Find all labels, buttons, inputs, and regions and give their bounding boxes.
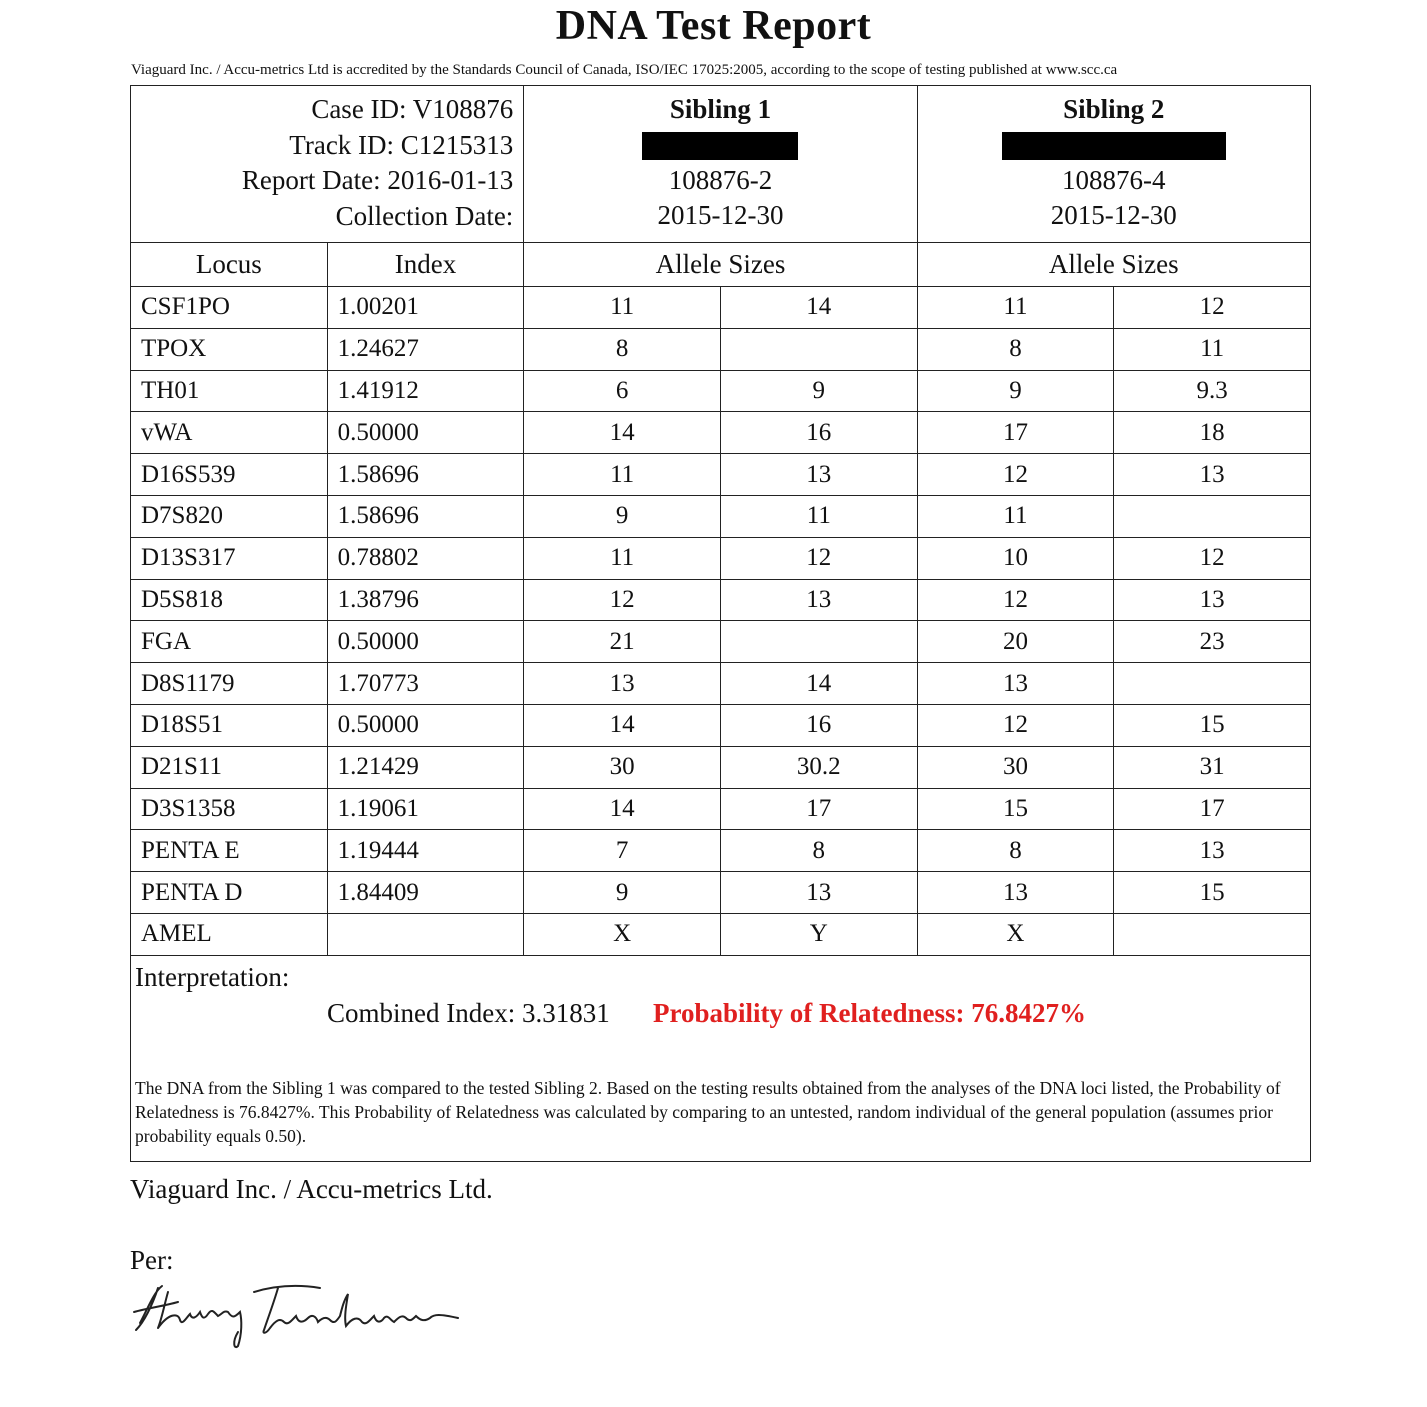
sibling-1-allele-1: 8 bbox=[524, 328, 721, 370]
sibling-1-allele-2: 16 bbox=[720, 704, 917, 746]
sibling-2-allele-2: 13 bbox=[1114, 830, 1311, 872]
sibling-2-allele-2: 23 bbox=[1114, 621, 1311, 663]
sibling-2-allele-1: 20 bbox=[917, 621, 1114, 663]
sibling-2-allele-header: Allele Sizes bbox=[917, 243, 1310, 287]
case-info bbox=[131, 86, 524, 243]
sibling-1-allele-2: 11 bbox=[720, 495, 917, 537]
sibling-2-allele-2: 15 bbox=[1114, 872, 1311, 914]
results-table bbox=[130, 85, 1311, 1162]
sibling-2-allele-1: 9 bbox=[917, 370, 1114, 412]
sibling-1-allele-2: 12 bbox=[720, 537, 917, 579]
sibling-2-allele-2: 9.3 bbox=[1114, 370, 1311, 412]
table-row bbox=[131, 913, 1311, 955]
sibling-1-allele-2: 13 bbox=[720, 872, 917, 914]
collection-date-label: Collection Date: bbox=[335, 200, 514, 231]
sibling-1-allele-1: 12 bbox=[524, 579, 721, 621]
report-title: DNA Test Report bbox=[555, 3, 872, 49]
case-id: Case ID: V108876 bbox=[311, 94, 514, 124]
sibling-2-allele-1: 12 bbox=[917, 579, 1114, 621]
sibling-2-allele-2 bbox=[1114, 913, 1311, 955]
sibling-1-allele-2: 17 bbox=[720, 788, 917, 830]
index-cell bbox=[327, 913, 524, 955]
index-cell: 1.00201 bbox=[327, 287, 524, 329]
index-cell: 1.58696 bbox=[327, 495, 524, 537]
sibling-2-allele-1: X bbox=[917, 913, 1114, 955]
combined-index: Combined Index: 3.31831 bbox=[327, 997, 610, 1028]
interpretation-cell bbox=[131, 955, 1311, 1161]
sibling-2-allele-2: 12 bbox=[1114, 287, 1311, 329]
sibling-2-allele-1: 11 bbox=[917, 287, 1114, 329]
sibling-1-allele-1: 13 bbox=[524, 663, 721, 705]
index-cell: 0.50000 bbox=[327, 704, 524, 746]
per-label: Per: bbox=[130, 1245, 174, 1275]
sibling-2-allele-1: 8 bbox=[917, 830, 1114, 872]
sibling-1-header bbox=[524, 86, 917, 243]
redaction-bar bbox=[1002, 132, 1226, 160]
index-cell: 1.41912 bbox=[327, 370, 524, 412]
sibling-1-allele-2 bbox=[720, 328, 917, 370]
sibling-1-sample-id: 108876-2 bbox=[668, 164, 773, 195]
sibling-2-allele-1: 8 bbox=[917, 328, 1114, 370]
company-name: Viaguard Inc. / Accu-metrics Ltd. bbox=[130, 1174, 493, 1204]
sibling-1-allele-1: 9 bbox=[524, 495, 721, 537]
sibling-1-allele-1: 7 bbox=[524, 830, 721, 872]
index-cell: 1.70773 bbox=[327, 663, 524, 705]
sibling-1-allele-2: 13 bbox=[720, 454, 917, 496]
sibling-2-allele-2 bbox=[1114, 495, 1311, 537]
sibling-1-allele-1: X bbox=[524, 913, 721, 955]
locus-column-header: Locus bbox=[131, 243, 328, 287]
sibling-1-allele-2: 14 bbox=[720, 663, 917, 705]
locus-cell: PENTA E bbox=[131, 830, 328, 872]
locus-cell: D5S818 bbox=[131, 579, 328, 621]
sibling-2-allele-1: 11 bbox=[917, 495, 1114, 537]
locus-cell: D8S1179 bbox=[131, 663, 328, 705]
sibling-2-header bbox=[917, 86, 1310, 243]
accreditation-note: Viaguard Inc. / Accu-metrics Ltd is accredited by the Standards Council of Canada, ISO/IEC 17025:2005, according to the scope of testing published at www.scc.ca bbox=[131, 62, 1118, 78]
index-cell: 1.19061 bbox=[327, 788, 524, 830]
sibling-1-allele-1: 9 bbox=[524, 872, 721, 914]
sibling-2-allele-2: 11 bbox=[1114, 328, 1311, 370]
sibling-1-allele-2 bbox=[720, 621, 917, 663]
index-cell: 1.21429 bbox=[327, 746, 524, 788]
sibling-2-name: Sibling 2 bbox=[1063, 94, 1165, 124]
sibling-1-collection-date: 2015-12-30 bbox=[657, 200, 784, 230]
sibling-2-allele-1: 13 bbox=[917, 872, 1114, 914]
table-row bbox=[131, 287, 1311, 329]
sibling-1-allele-2: 14 bbox=[720, 287, 917, 329]
locus-cell: D21S11 bbox=[131, 746, 328, 788]
table-row bbox=[131, 537, 1311, 579]
sibling-2-allele-2 bbox=[1114, 663, 1311, 705]
sibling-2-allele-2: 18 bbox=[1114, 412, 1311, 454]
sibling-1-allele-1: 30 bbox=[524, 746, 721, 788]
sibling-1-allele-1: 21 bbox=[524, 621, 721, 663]
interpretation-summary: The DNA from the Sibling 1 was compared to the tested Sibling 2. Based on the testing results obtained from the analyses of the DNA loci listed, the Probability of Relatedness is 76.8427%. This Probability of Relatedness was calculated by comparing to an untested, random individual of the general population (assumes prior probability equals 0.50). bbox=[135, 1077, 1281, 1146]
track-id: Track ID: C1215313 bbox=[289, 129, 514, 160]
table-row bbox=[131, 328, 1311, 370]
sibling-1-allele-1: 11 bbox=[524, 287, 721, 329]
table-row bbox=[131, 830, 1311, 872]
sibling-1-allele-1: 14 bbox=[524, 788, 721, 830]
sibling-1-allele-2: 30.2 bbox=[720, 746, 917, 788]
sibling-1-allele-2: 8 bbox=[720, 830, 917, 872]
locus-cell: D3S1358 bbox=[131, 788, 328, 830]
sibling-1-allele-1: 14 bbox=[524, 412, 721, 454]
sibling-2-allele-1: 10 bbox=[917, 537, 1114, 579]
locus-cell: vWA bbox=[131, 412, 328, 454]
sibling-1-name: Sibling 1 bbox=[669, 94, 772, 124]
table-row bbox=[131, 872, 1311, 914]
index-cell: 0.50000 bbox=[327, 412, 524, 454]
interpretation-label: Interpretation: bbox=[135, 961, 290, 992]
table-row bbox=[131, 788, 1311, 830]
locus-cell: CSF1PO bbox=[131, 287, 328, 329]
probability-of-relatedness: Probability of Relatedness: 76.8427% bbox=[653, 997, 1086, 1028]
sibling-2-allele-1: 30 bbox=[917, 746, 1114, 788]
locus-cell: D18S51 bbox=[131, 704, 328, 746]
sibling-2-allele-1: 15 bbox=[917, 788, 1114, 830]
table-row bbox=[131, 579, 1311, 621]
case-header-row bbox=[131, 86, 1311, 243]
index-column-header: Index bbox=[327, 243, 524, 287]
sibling-2-allele-2: 13 bbox=[1114, 454, 1311, 496]
sibling-1-allele-2: 13 bbox=[720, 579, 917, 621]
sibling-2-allele-2: 12 bbox=[1114, 537, 1311, 579]
sibling-2-collection-date: 2015-12-30 bbox=[1050, 200, 1177, 230]
locus-cell: PENTA D bbox=[131, 872, 328, 914]
table-row bbox=[131, 370, 1311, 412]
sibling-1-allele-1: 11 bbox=[524, 537, 721, 579]
index-cell: 0.50000 bbox=[327, 621, 524, 663]
locus-cell: TPOX bbox=[131, 328, 328, 370]
index-cell: 1.38796 bbox=[327, 579, 524, 621]
table-row bbox=[131, 663, 1311, 705]
sibling-1-allele-2: Y bbox=[720, 913, 917, 955]
index-cell: 1.24627 bbox=[327, 328, 524, 370]
table-row bbox=[131, 704, 1311, 746]
sibling-1-allele-2: 16 bbox=[720, 412, 917, 454]
table-row bbox=[131, 746, 1311, 788]
index-cell: 0.78802 bbox=[327, 537, 524, 579]
sibling-2-allele-1: 13 bbox=[917, 663, 1114, 705]
sibling-2-allele-2: 31 bbox=[1114, 746, 1311, 788]
sibling-2-sample-id: 108876-4 bbox=[1062, 164, 1166, 195]
sibling-1-allele-header: Allele Sizes bbox=[524, 243, 917, 287]
sibling-2-allele-2: 15 bbox=[1114, 704, 1311, 746]
redaction-bar bbox=[642, 132, 798, 160]
locus-cell: FGA bbox=[131, 621, 328, 663]
index-cell: 1.58696 bbox=[327, 454, 524, 496]
sibling-1-allele-1: 11 bbox=[524, 454, 721, 496]
table-row bbox=[131, 495, 1311, 537]
sibling-2-allele-1: 12 bbox=[917, 704, 1114, 746]
index-cell: 1.19444 bbox=[327, 830, 524, 872]
sibling-1-allele-1: 14 bbox=[524, 704, 721, 746]
table-row bbox=[131, 412, 1311, 454]
table-row bbox=[131, 621, 1311, 663]
sibling-1-allele-1: 6 bbox=[524, 370, 721, 412]
column-header-row bbox=[131, 243, 1311, 287]
sibling-2-allele-2: 17 bbox=[1114, 788, 1311, 830]
signature-image bbox=[128, 1278, 468, 1353]
index-cell: 1.84409 bbox=[327, 872, 524, 914]
report-date: Report Date: 2016-01-13 bbox=[241, 165, 514, 195]
locus-cell: TH01 bbox=[131, 370, 328, 412]
interpretation-row bbox=[131, 955, 1311, 1161]
locus-cell: D16S539 bbox=[131, 454, 328, 496]
sibling-2-allele-2: 13 bbox=[1114, 579, 1311, 621]
locus-cell: AMEL bbox=[131, 913, 328, 955]
sibling-2-allele-1: 17 bbox=[917, 412, 1114, 454]
locus-cell: D13S317 bbox=[131, 537, 328, 579]
locus-cell: D7S820 bbox=[131, 495, 328, 537]
sibling-2-allele-1: 12 bbox=[917, 454, 1114, 496]
sibling-1-allele-2: 9 bbox=[720, 370, 917, 412]
table-row bbox=[131, 454, 1311, 496]
